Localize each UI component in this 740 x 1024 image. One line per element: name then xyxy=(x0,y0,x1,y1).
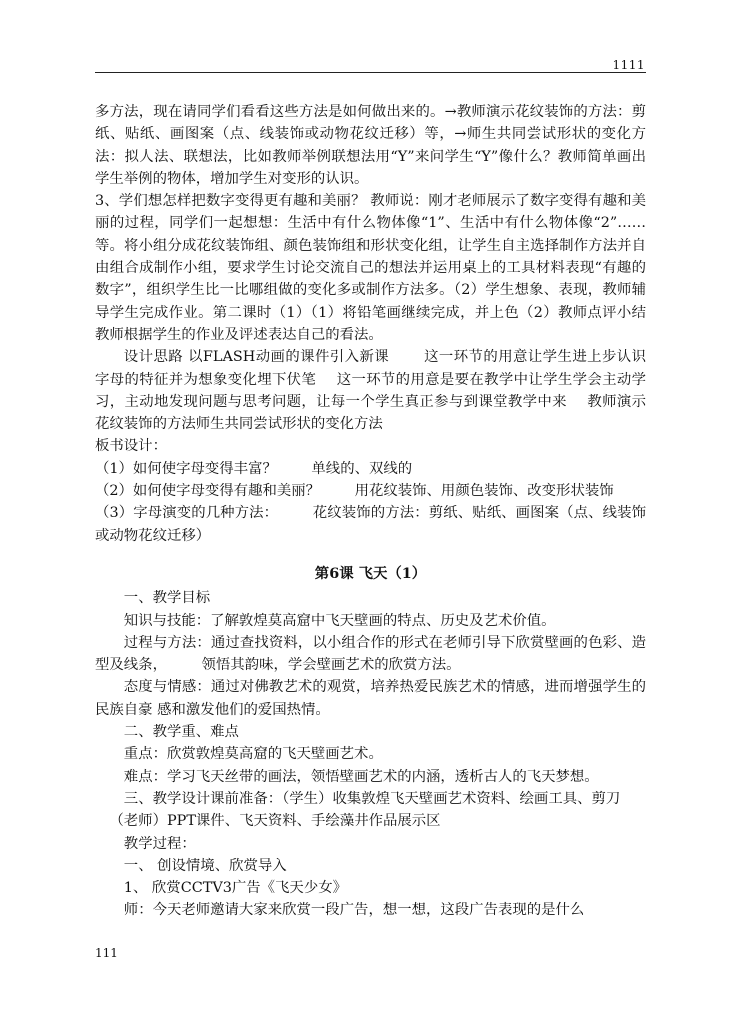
text-segment: 过程与方法：通过查找资料，以小组合作的形式在老师引导下欣赏壁画的色彩、造型及线条， xyxy=(95,634,646,674)
document-body xyxy=(95,101,646,922)
text-segment: （3）字母演变的几种方法： xyxy=(95,505,279,522)
text-segment: （1）如何使字母变得丰富？ xyxy=(95,460,277,477)
text-segment: 单线的、双线的 xyxy=(311,460,413,477)
text-segment: 设计思路 以FLASH动画的课件引入新课 xyxy=(123,349,390,366)
text-segment: 这一环节的用意让学生进上步认识字母的特征并为想象变化埋下伏笔 xyxy=(95,349,646,388)
paragraph: 难点：学习飞天丝带的画法，领悟壁画艺术的内涵，透析古人的飞天梦想。 xyxy=(123,768,599,785)
section-heading: 一、 创设情境、欣赏导入 xyxy=(123,857,287,874)
footer-page-number: 111 xyxy=(95,946,118,960)
text-segment: 领悟其韵味，学会壁画艺术的欣赏方法。 xyxy=(201,657,461,674)
paragraph: 重点：欣赏敦煌莫高窟的飞天壁画艺术。 xyxy=(123,746,383,763)
text-segment: （2）如何使字母变得有趣和美丽？ xyxy=(95,483,321,500)
header-rule xyxy=(95,72,646,73)
text-segment: 花纹装饰的方法：剪纸、贴纸、画图案（点、线装饰或动物花纹迁移） xyxy=(95,505,646,544)
paragraph xyxy=(95,480,646,502)
paragraph xyxy=(95,458,646,480)
paragraph xyxy=(95,632,646,677)
text-segment: 教师演示花纹装饰的方法师生共同尝试形状的变化方法 xyxy=(95,393,646,433)
section-heading: 一、教学目标 xyxy=(123,590,211,607)
text-segment: 用花纹装饰、用颜色装饰、改变形状装饰 xyxy=(354,483,614,500)
section-heading: 二、教学重、难点 xyxy=(123,724,239,741)
paragraph: 教学过程： xyxy=(123,835,196,852)
paragraph: 三、教学设计课前准备：（学生）收集敦煌飞天壁画艺术资料、绘画工具、剪刀 xyxy=(123,790,621,807)
paragraph: 师：今天老师邀请大家来欣赏一段广告，想一想，这段广告表现的是什么 xyxy=(123,902,585,919)
paragraph: 多方法，现在请同学们看看这些方法是如何做出来的。→教师演示花纹装饰的方法：剪纸、贴纸、画图案（点、线装饰或动物花纹迁移）等，→师生共同尝试形状的变化方法：拟人法、联想法，比如教师举例联想法用“Y”来问学生“Y”像什么？教师简单画出学生举例的物体，增加学生对变形的认识。 xyxy=(95,104,646,187)
paragraph: 知识与技能：了解敦煌莫高窟中飞天壁画的特点、历史及艺术价值。 xyxy=(123,612,556,629)
paragraph: 态度与情感：通过对佛教艺术的观赏，培养热爱民族艺术的情感，进而增强学生的民族自豪 感和激发他们的爱国热情。 xyxy=(95,679,646,718)
paragraph: 1、 欣赏CCTV3广告《飞天少女》 xyxy=(123,880,347,897)
paragraph: 板书设计： xyxy=(95,438,167,455)
paragraph-design-idea xyxy=(95,346,646,435)
lesson-title: 第6课 飞天（1） xyxy=(314,564,427,582)
paragraph: 3、学们想怎样把数字变得更有趣和美丽？ 教师说：刚才老师展示了数字变得有趣和美丽的过程，同学们一起想想：生活中有什么物体像“1”、生活中有什么物体像“2”……等。将小组分成花纹装饰组、颜色装饰组和形状变化组，让学生自主选择制作方法并自由组合成制作小组，要求学生讨论交流自己的想法并运用桌上的工具材料表现“有趣的数字”，组织学生比一比哪组做的变化多或制作方法多。（2）学生想象、表现，教师辅导学生完成作业。第二课时（1）（1）将铅笔画继续完成，并上色（2）教师点评小结教师根据学生的作业及评述表达自己的看法。 xyxy=(95,193,646,343)
text-segment: 这一环节的用意是要在教学中让学生学会主动学习，主动地发现问题与思考问题，让每一个学生真正参与到课堂教学中来 xyxy=(95,371,646,410)
paragraph: （老师）PPT课件、飞天资料、手绘藻井作品展示区 xyxy=(109,813,441,830)
paragraph xyxy=(95,502,646,547)
header-page-number: 1111 xyxy=(612,58,645,72)
